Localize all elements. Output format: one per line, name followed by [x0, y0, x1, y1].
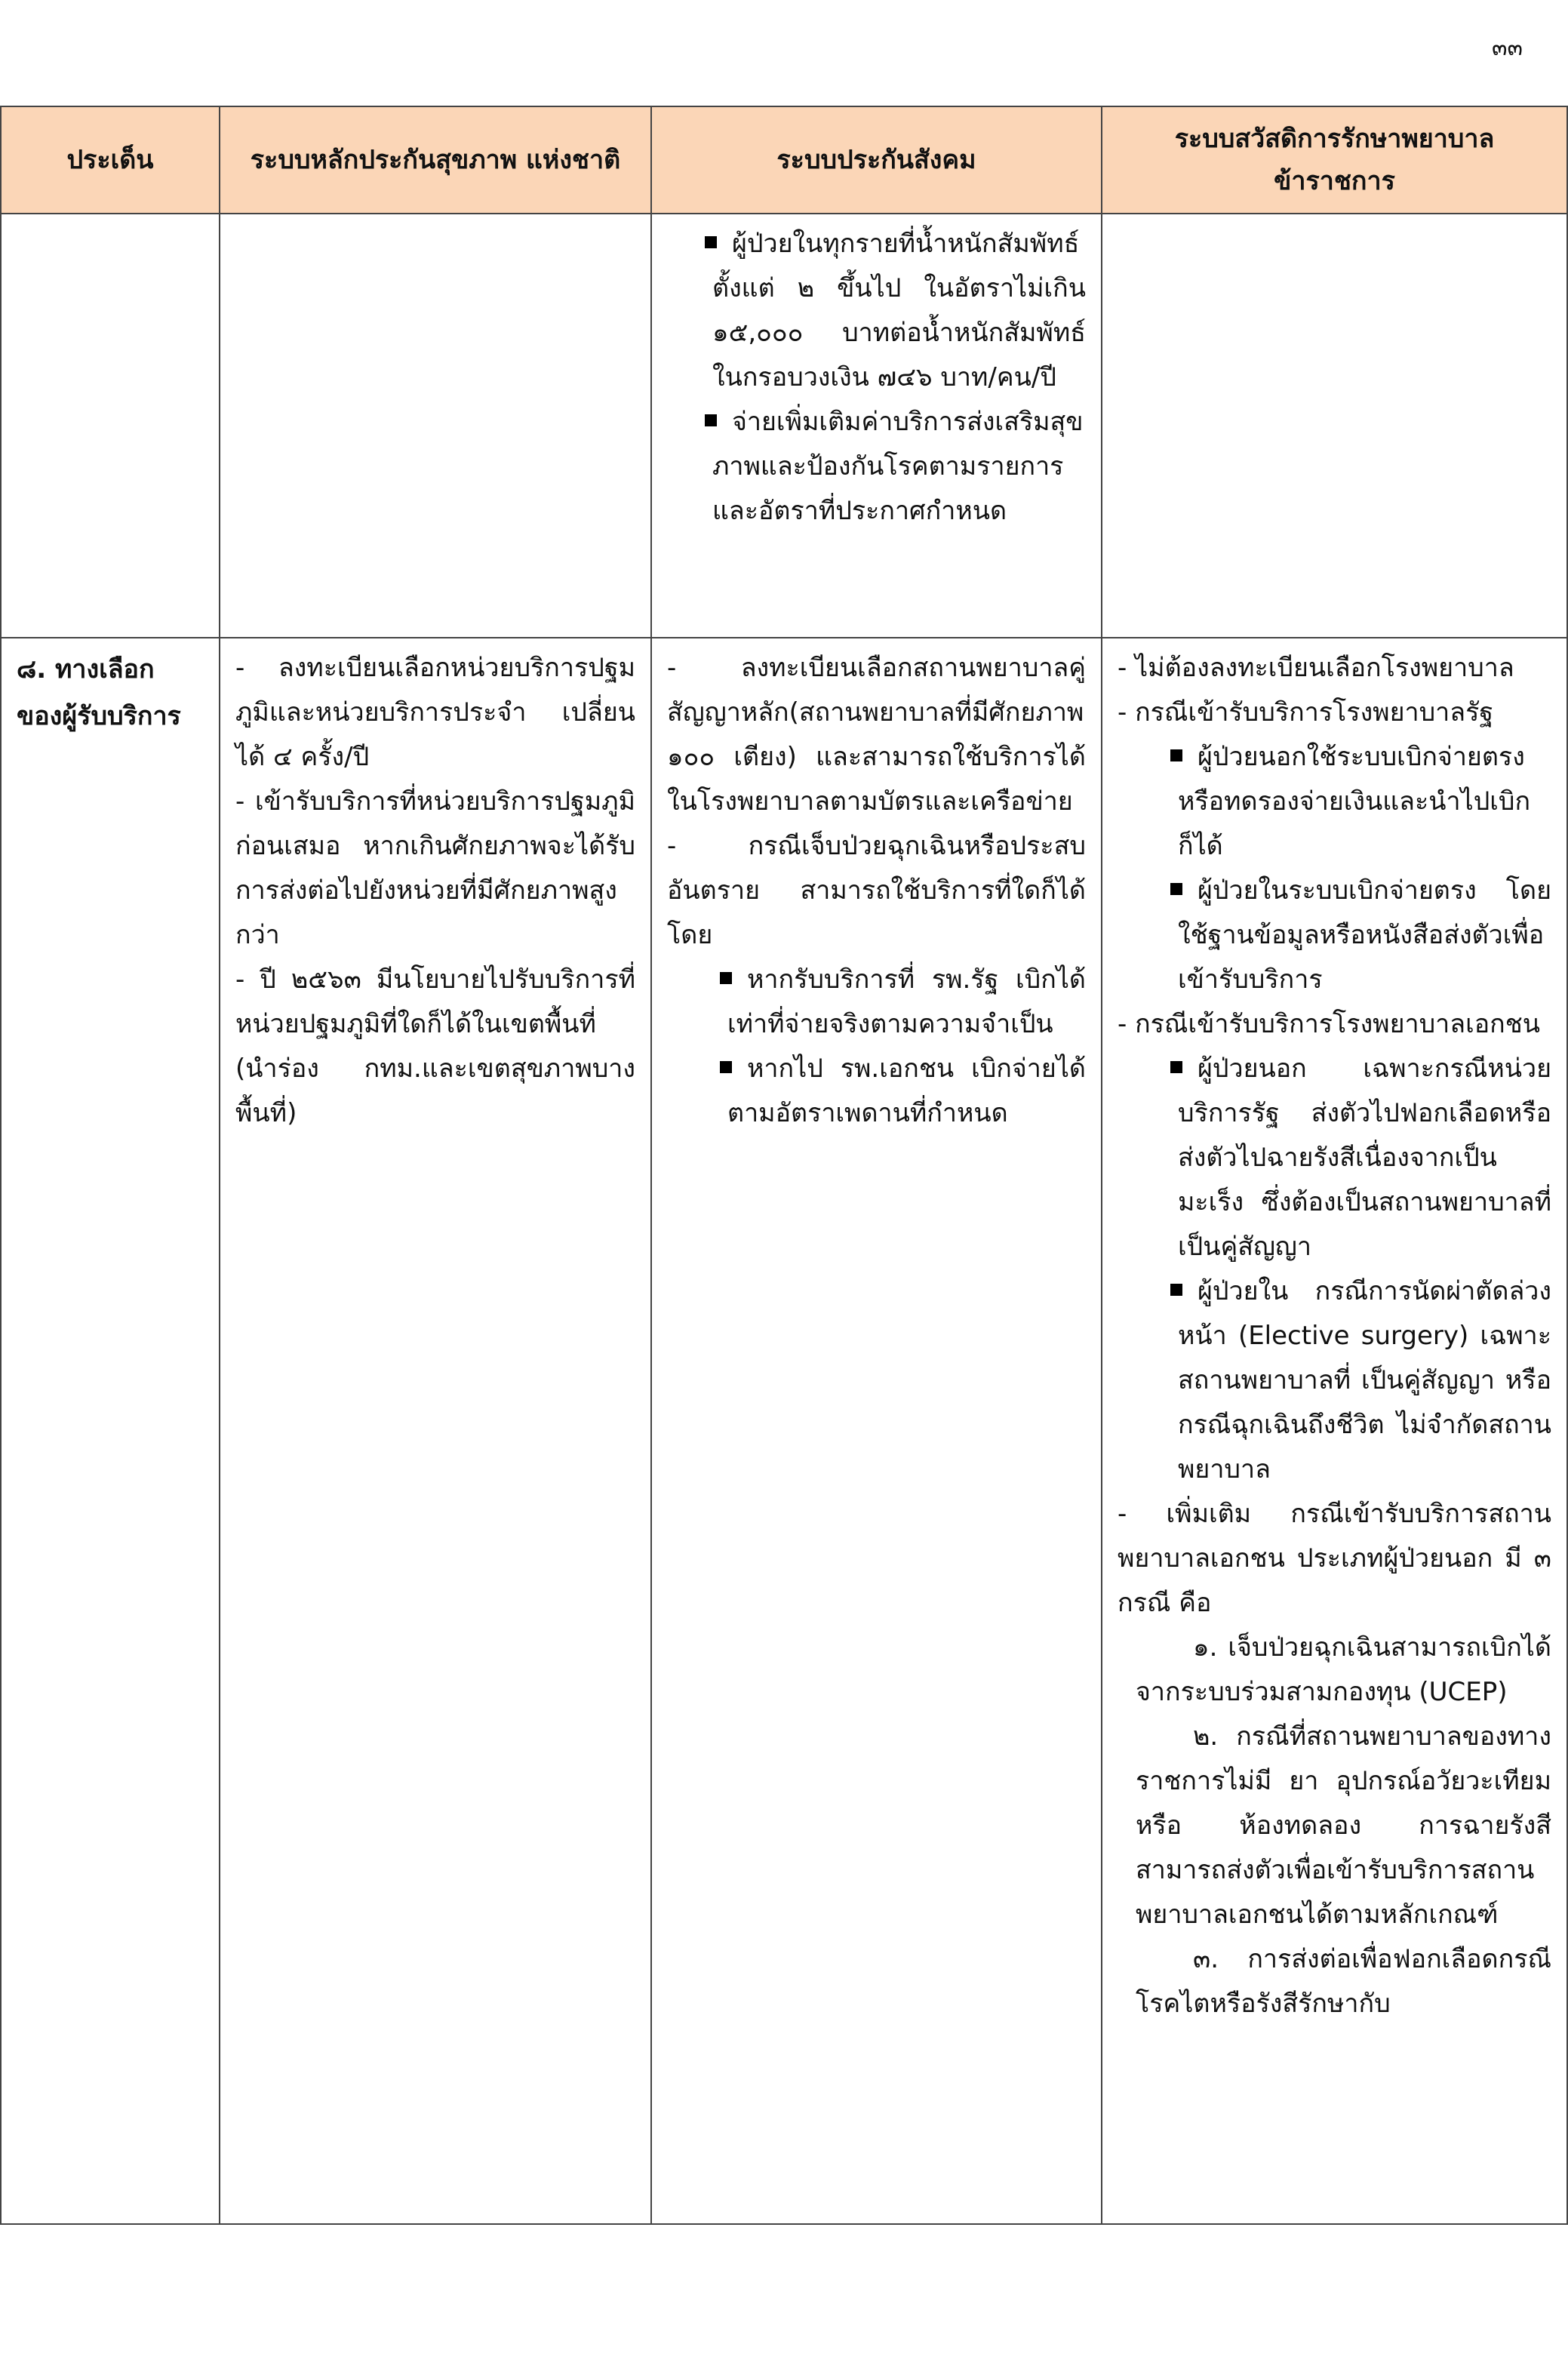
list-item: หากไป รพ.เอกชน เบิกจ่ายได้ตามอัตราเพดานที่กำหนด	[667, 1047, 1086, 1136]
list-item: ผู้ป่วยในทุกรายที่น้ำหนักสัมพัทธ์ ตั้งแต่ ๒ ขึ้นไป ในอัตราไม่เกิน ๑๕,๐๐๐ บาทต่อน้ำหนักสัมพัทธ์ ในกรอบวงเงิน ๗๔๖ บาท/คน/ปี	[667, 222, 1086, 400]
cell-topic-empty	[1, 214, 220, 638]
list-item: - เข้ารับบริการที่หน่วยบริการปฐมภูมิก่อนเสมอ หากเกินศักยภาพจะได้รับการส่งต่อไปยังหน่วยที่มีศักยภาพสูงกว่า	[235, 786, 635, 950]
bullet-square-icon	[1170, 883, 1182, 895]
cell-uc-8	[220, 638, 651, 2224]
cell-topic-8: ๘. ทางเลือก ของผู้รับบริการ	[1, 638, 220, 2224]
list-item: ผู้ป่วยในระบบเบิกจ่ายตรง โดยใช้ฐานข้อมูลหรือหนังสือส่งตัวเพื่อเข้ารับบริการ	[1118, 869, 1551, 1002]
table-row-8	[1, 638, 1567, 2224]
table-row-continuation	[1, 214, 1567, 638]
bullet-square-icon	[1170, 749, 1182, 761]
header-uc-scheme: ระบบหลักประกันสุขภาพ แห่งชาติ	[220, 106, 651, 214]
cell-social-security-8	[651, 638, 1102, 2224]
numbered-item: ๓. การส่งต่อเพื่อฟอกเลือดกรณีโรคไตหรือรังสีรักษากับ	[1136, 1944, 1551, 2019]
list-item: หากรับบริการที่ รพ.รัฐ เบิกได้เท่าที่จ่ายจริงตามความจำเป็น	[667, 958, 1086, 1047]
table-header-row	[1, 106, 1567, 214]
bullet-square-icon	[705, 414, 717, 426]
header-social-security: ระบบประกันสังคม	[651, 106, 1102, 214]
list-item: - ปี ๒๕๖๓ มีนโยบายไปรับบริการที่หน่วยปฐมภูมิที่ใดก็ได้ในเขตพื้นที่ (นำร่อง กทม.และเขตสุขภาพบางพื้นที่)	[235, 964, 635, 1128]
bullet-square-icon	[720, 972, 732, 984]
list-item: - กรณีเจ็บป่วยฉุกเฉินหรือประสบอันตราย สามารถใช้บริการที่ใดก็ได้ โดย	[667, 831, 1086, 950]
bullet-square-icon	[720, 1061, 732, 1073]
cell-uc-empty	[220, 214, 651, 638]
list-item: ผู้ป่วยนอกใช้ระบบเบิกจ่ายตรงหรือทดรองจ่ายเงินและนำไปเบิกก็ได้	[1118, 735, 1551, 869]
cell-civil-servant-empty	[1102, 214, 1567, 638]
list-item: ผู้ป่วยนอก เฉพาะกรณีหน่วยบริการรัฐ ส่งตัวไปฟอกเลือดหรือส่งตัวไปฉายรังสีเนื่องจากเป็นมะเร็ง ซึ่งต้องเป็นสถานพยาบาลที่เป็นคู่สัญญา	[1118, 1047, 1551, 1269]
list-item: - กรณีเข้ารับบริการโรงพยาบาลรัฐ	[1118, 697, 1494, 728]
cell-social-security-continuation	[651, 214, 1102, 638]
list-item: จ่ายเพิ่มเติมค่าบริการส่งเสริมสุขภาพและป้องกันโรคตามรายการและอัตราที่ประกาศกำหนด	[667, 400, 1086, 534]
numbered-item: ๒. กรณีที่สถานพยาบาลของทางราชการไม่มี ยา อุปกรณ์อวัยวะเทียม หรือ ห้องทดลอง การฉายรังสี สามารถส่งตัวเพื่อเข้ารับบริการสถานพยาบาลเอกชนได้ตามหลักเกณฑ์	[1136, 1721, 1551, 1930]
numbered-item: ๑. เจ็บป่วยฉุกเฉินสามารถเบิกได้จากระบบร่วมสามกองทุน (UCEP)	[1136, 1632, 1551, 1707]
list-item: - ไม่ต้องลงทะเบียนเลือกโรงพยาบาล	[1118, 653, 1514, 683]
page-number: ๓๓	[1491, 35, 1523, 61]
header-civil-servant: ระบบสวัสดิการรักษาพยาบาล ข้าราชการ	[1102, 106, 1567, 214]
bullet-square-icon	[705, 236, 717, 248]
list-item: - ลงทะเบียนเลือกสถานพยาบาลคู่สัญญาหลัก(สถานพยาบาลที่มีศักยภาพ ๑๐๐ เตียง) และสามารถใช้บริการได้ในโรงพยาบาลตามบัตรและเครือข่าย	[667, 653, 1086, 817]
cell-civil-servant-8	[1102, 638, 1567, 2224]
comparison-table	[0, 106, 1568, 2225]
list-item: - กรณีเข้ารับบริการโรงพยาบาลเอกชน	[1118, 1009, 1541, 1039]
bullet-square-icon	[1170, 1061, 1182, 1073]
list-item: - เพิ่มเติม กรณีเข้ารับบริการสถานพยาบาลเอกชน ประเภทผู้ป่วยนอก มี ๓ กรณี คือ	[1118, 1499, 1551, 1618]
header-topic: ประเด็น	[1, 106, 220, 214]
list-item: ผู้ป่วยใน กรณีการนัดผ่าตัดล่วงหน้า (Elective surgery) เฉพาะสถานพยาบาลที่ เป็นคู่สัญญา หรือกรณีฉุกเฉินถึงชีวิต ไม่จำกัดสถานพยาบาล	[1118, 1269, 1551, 1492]
bullet-square-icon	[1170, 1284, 1182, 1296]
list-item: - ลงทะเบียนเลือกหน่วยบริการปฐมภูมิและหน่วยบริการประจำ เปลี่ยนได้ ๔ ครั้ง/ปี	[235, 653, 635, 772]
